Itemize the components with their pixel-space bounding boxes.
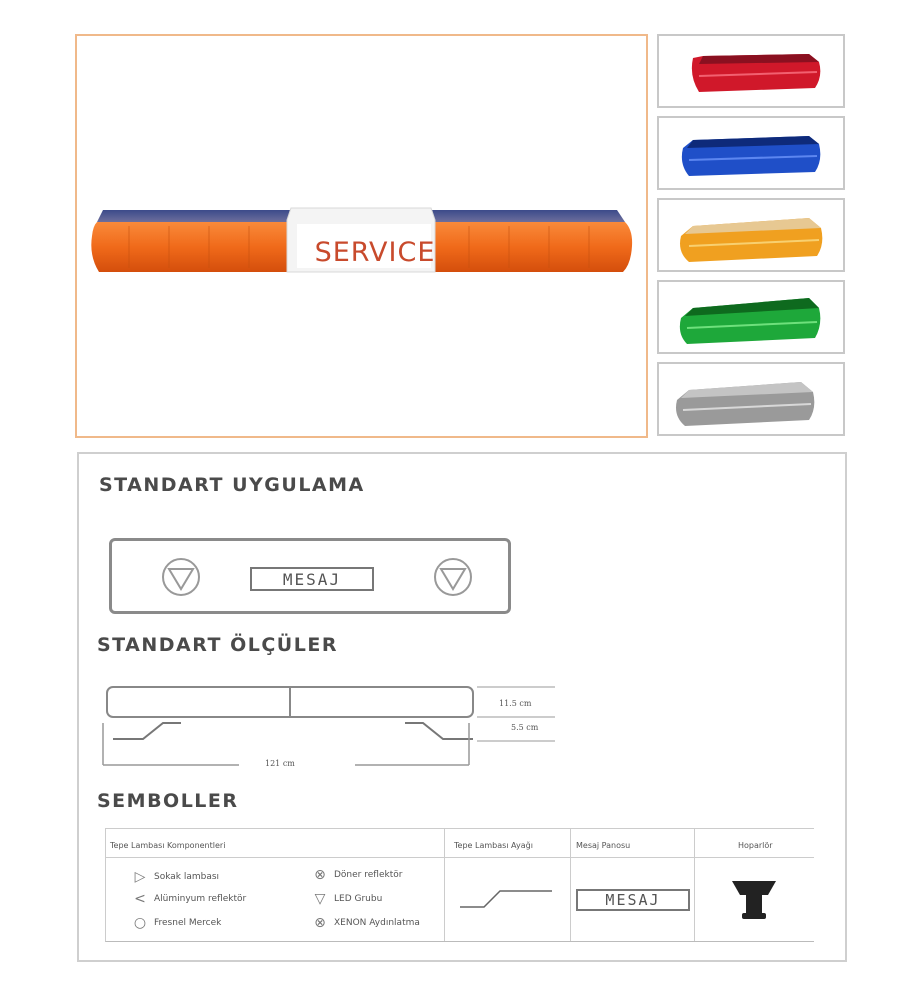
symbol-label: Alüminyum reflektör: [154, 894, 247, 904]
lightbar-amber-icon: [659, 200, 847, 274]
led-group-icon: ▽: [314, 891, 326, 907]
fresnel-lens-icon: ○: [133, 915, 147, 931]
message-column: [570, 829, 695, 941]
foot-header: Tepe Lambası Ayağı: [454, 841, 533, 850]
symbol-label: Döner reflektör: [334, 870, 403, 880]
aluminium-reflector-icon: <: [134, 891, 146, 907]
lightbar-image: [89, 206, 633, 276]
components-header: Tepe Lambası Komponentleri: [110, 841, 226, 850]
thumbnail-amber[interactable]: [657, 198, 845, 272]
message-panel: MESAJ: [250, 567, 374, 591]
application-title: STANDART UYGULAMA: [99, 474, 365, 496]
foot-dimension: 5.5 cm: [511, 723, 539, 732]
service-label: SERVICE: [314, 236, 436, 268]
symbols-title: SEMBOLLER: [97, 790, 239, 812]
symbol-label: LED Grubu: [334, 894, 383, 904]
symbol-label: Fresnel Mercek: [154, 918, 222, 928]
symbol-label: Sokak lambası: [154, 872, 220, 882]
led-group-icon: [432, 557, 474, 597]
symbol-item: [312, 891, 382, 907]
xenon-light-icon: ⊗: [314, 915, 326, 931]
foot-column: [444, 829, 571, 941]
lightbar-blue-icon: [659, 118, 847, 192]
message-header: Mesaj Panosu: [576, 841, 631, 850]
thumbnail-blue[interactable]: [657, 116, 845, 190]
length-dimension: 121 cm: [265, 759, 295, 768]
main-product-image: [75, 34, 648, 438]
led-group-icon: [160, 557, 202, 597]
thumbnail-silver[interactable]: [657, 362, 845, 436]
height-dimension: 11.5 cm: [499, 699, 532, 708]
lightbar-silver-icon: [659, 364, 847, 438]
thumbnail-red[interactable]: [657, 34, 845, 108]
speaker-icon: [730, 877, 778, 927]
lightbar-red-icon: [659, 36, 847, 110]
thumbnail-green[interactable]: [657, 280, 845, 354]
lightbar-green-icon: [659, 282, 847, 356]
symbols-table: [105, 828, 814, 942]
dimensions-diagram: [99, 679, 569, 783]
specifications-panel: [77, 452, 847, 962]
foot-shape-icon: [458, 883, 554, 913]
symbol-item: [132, 869, 219, 885]
speaker-header: Hoparlör: [738, 841, 773, 850]
message-panel-symbol: MESAJ: [576, 889, 690, 911]
rotating-reflector-icon: ⊗: [314, 867, 326, 883]
standard-application-diagram: [109, 538, 511, 614]
symbol-item: [132, 891, 246, 907]
dimensions-title: STANDART ÖLÇÜLER: [97, 634, 338, 656]
symbol-item: [312, 915, 420, 931]
symbol-item: [312, 867, 402, 883]
symbol-label: XENON Aydınlatma: [334, 918, 420, 928]
street-lamp-icon: ▷: [134, 869, 146, 885]
symbol-item: [132, 915, 221, 931]
speaker-column: [694, 829, 814, 941]
